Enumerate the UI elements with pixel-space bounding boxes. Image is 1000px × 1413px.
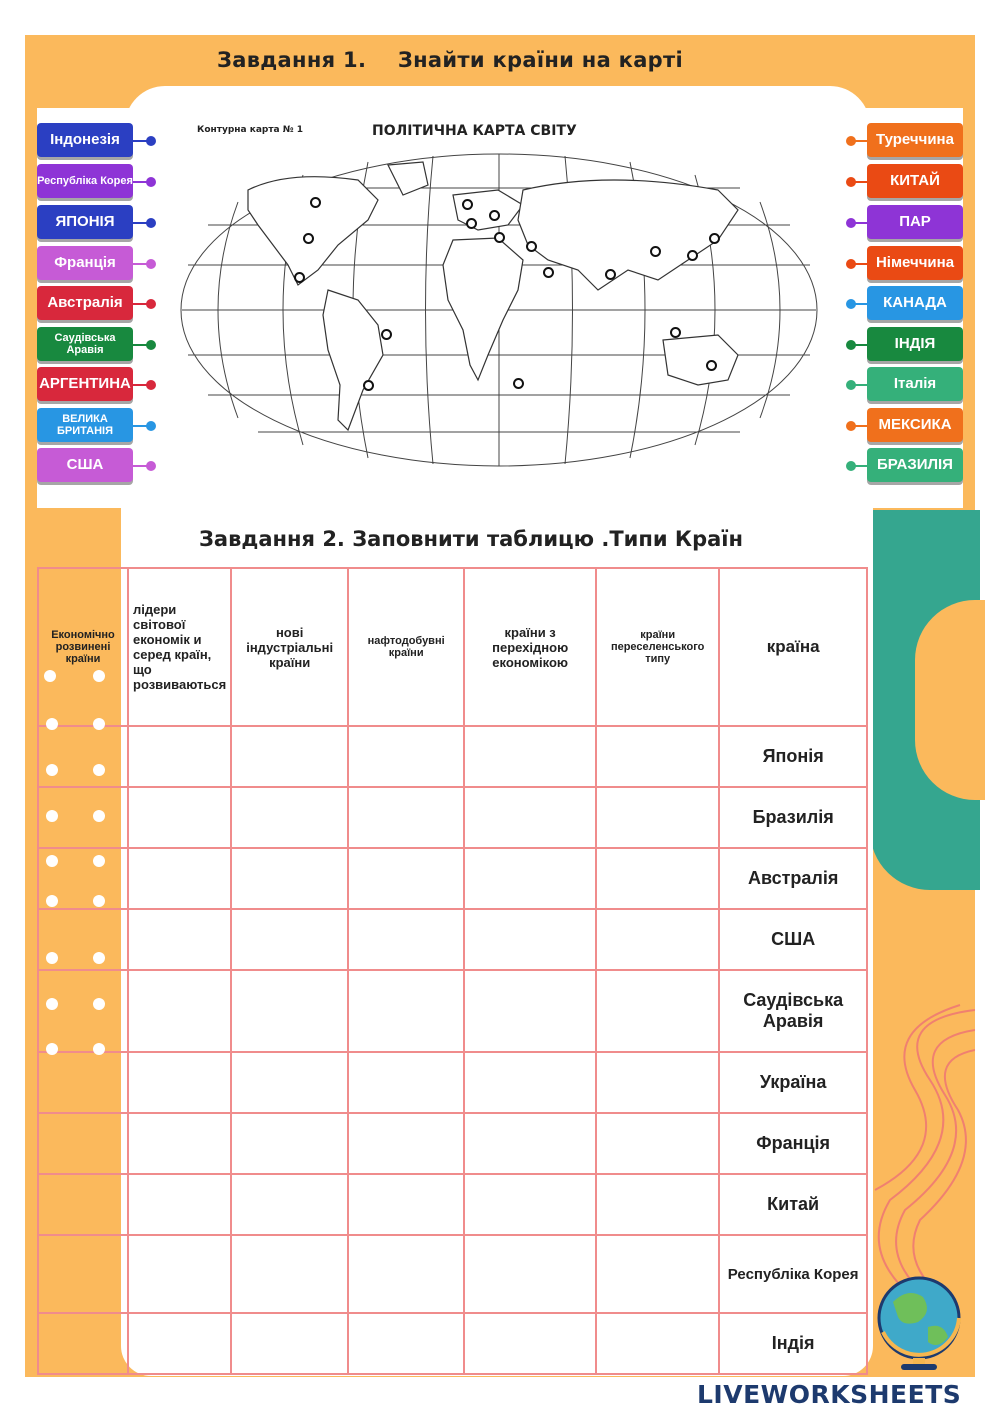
answer-cell[interactable]: [596, 1235, 719, 1313]
answer-cell[interactable]: [348, 970, 464, 1052]
answer-cell[interactable]: [596, 1313, 719, 1374]
decorative-dot: [93, 855, 105, 867]
map-marker[interactable]: [605, 269, 616, 280]
drag-label-saudi-arabia[interactable]: Саудівська Аравія: [37, 327, 133, 361]
connector-line: [852, 303, 867, 305]
globe-icon: [873, 1272, 969, 1372]
country-name: Індія: [719, 1313, 867, 1374]
connector-dot[interactable]: [146, 177, 156, 187]
map-title: ПОЛІТИЧНА КАРТА СВІТУ: [372, 123, 577, 139]
table-row: [38, 1235, 867, 1313]
map-marker[interactable]: [650, 246, 661, 257]
drag-label-great-britain[interactable]: ВЕЛИКА БРИТАНІЯ: [37, 408, 133, 442]
drag-label-korea[interactable]: Республіка Корея: [37, 164, 133, 198]
answer-cell[interactable]: [128, 1174, 231, 1235]
country-name: Україна: [719, 1052, 867, 1113]
country-name: Китай: [719, 1174, 867, 1235]
answer-cell[interactable]: [596, 787, 719, 848]
answer-cell[interactable]: [464, 1235, 596, 1313]
table-row: [38, 848, 867, 909]
answer-cell[interactable]: [128, 848, 231, 909]
connector-line: [852, 425, 867, 427]
table-row: [38, 787, 867, 848]
country-name: Японія: [719, 726, 867, 787]
answer-cell[interactable]: [348, 726, 464, 787]
decorative-blob-inner: [915, 600, 985, 800]
connector-dot[interactable]: [146, 340, 156, 350]
answer-cell[interactable]: [231, 1052, 348, 1113]
decorative-dot: [93, 718, 105, 730]
country-name: США: [719, 909, 867, 970]
answer-cell[interactable]: [38, 1313, 128, 1374]
connector-dot[interactable]: [146, 218, 156, 228]
map-marker[interactable]: [294, 272, 305, 283]
drag-label-italy[interactable]: Італія: [867, 367, 963, 401]
connector-line: [852, 344, 867, 346]
header-transitional: країни з перехідною економікою: [464, 568, 596, 726]
answer-cell[interactable]: [38, 726, 128, 787]
answer-cell[interactable]: [128, 909, 231, 970]
answer-cell[interactable]: [596, 909, 719, 970]
header-settler: країни переселенського типу: [596, 568, 719, 726]
drag-label-australia[interactable]: Австралія: [37, 286, 133, 320]
decorative-dot: [93, 998, 105, 1010]
task2-title: Завдання 2. Заповнити таблицю .Типи Країн: [199, 527, 743, 551]
drag-label-japan[interactable]: ЯПОНІЯ: [37, 205, 133, 239]
country-name: Саудівська Аравія: [719, 970, 867, 1052]
connector-line: [852, 140, 867, 142]
connector-line: [852, 222, 867, 224]
map-marker[interactable]: [489, 210, 500, 221]
table-row: [38, 1174, 867, 1235]
answer-cell[interactable]: [596, 1113, 719, 1174]
decorative-dot: [93, 764, 105, 776]
answer-cell[interactable]: [348, 909, 464, 970]
decorative-dot: [93, 895, 105, 907]
table-row: [38, 970, 867, 1052]
country-name: Франція: [719, 1113, 867, 1174]
drag-label-france[interactable]: Франція: [37, 246, 133, 280]
answer-cell[interactable]: [464, 909, 596, 970]
connector-line: [852, 263, 867, 265]
answer-cell[interactable]: [348, 1174, 464, 1235]
answer-cell[interactable]: [596, 970, 719, 1052]
connector-dot[interactable]: [146, 461, 156, 471]
liveworksheets-logo: LIVEWORKSHEETS: [697, 1380, 962, 1409]
map-marker[interactable]: [526, 241, 537, 252]
connector-line: [852, 465, 867, 467]
answer-cell[interactable]: [231, 1174, 348, 1235]
map-marker[interactable]: [381, 329, 392, 340]
connector-dot[interactable]: [146, 299, 156, 309]
answer-cell[interactable]: [464, 848, 596, 909]
connector-line: [852, 181, 867, 183]
drag-label-argentina[interactable]: АРГЕНТИНА: [37, 367, 133, 401]
drag-label-south-africa[interactable]: ПАР: [867, 205, 963, 239]
answer-cell[interactable]: [348, 1052, 464, 1113]
decorative-dot: [46, 718, 58, 730]
map-subtitle: Контурна карта № 1: [197, 125, 303, 135]
answer-cell[interactable]: [348, 848, 464, 909]
answer-cell[interactable]: [38, 1174, 128, 1235]
task1-title: [0, 48, 900, 72]
answer-cell[interactable]: [464, 1313, 596, 1374]
decorative-dot: [93, 810, 105, 822]
map-marker[interactable]: [687, 250, 698, 261]
answer-cell[interactable]: [596, 848, 719, 909]
decorative-dot: [93, 670, 105, 682]
answer-cell[interactable]: [128, 1313, 231, 1374]
table-row: [38, 909, 867, 970]
map-marker[interactable]: [303, 233, 314, 244]
answer-cell[interactable]: [38, 1113, 128, 1174]
connector-dot[interactable]: [146, 421, 156, 431]
decorative-dot: [46, 998, 58, 1010]
answer-cell[interactable]: [596, 1174, 719, 1235]
answer-cell[interactable]: [231, 1313, 348, 1374]
header-new-industrial: нові індустріальні країни: [231, 568, 348, 726]
table-row: [38, 1313, 867, 1374]
decorative-dot: [46, 952, 58, 964]
answer-cell[interactable]: [38, 1235, 128, 1313]
decorative-dot: [93, 1043, 105, 1055]
decorative-dot: [46, 855, 58, 867]
drag-label-turkey[interactable]: Туреччина: [867, 123, 963, 157]
answer-cell[interactable]: [464, 1174, 596, 1235]
map-marker[interactable]: [310, 197, 321, 208]
map-marker[interactable]: [462, 199, 473, 210]
connector-line: [852, 384, 867, 386]
answer-cell[interactable]: [464, 1113, 596, 1174]
decorative-dot: [46, 764, 58, 776]
drag-label-usa[interactable]: США: [37, 448, 133, 482]
table-header-row: [38, 568, 867, 726]
drag-label-indonesia[interactable]: Індонезія: [37, 123, 133, 157]
answer-cell[interactable]: [231, 909, 348, 970]
decorative-dot: [46, 810, 58, 822]
decorative-dot: [46, 1043, 58, 1055]
map-marker[interactable]: [466, 218, 477, 229]
drag-label-canada[interactable]: КАНАДА: [867, 286, 963, 320]
decorative-dot: [93, 952, 105, 964]
drag-label-brazil[interactable]: БРАЗИЛІЯ: [867, 448, 963, 482]
table-row: [38, 1113, 867, 1174]
header-leaders: лідери світової економік и серед країн, що розвиваються: [128, 568, 231, 726]
answer-cell[interactable]: [38, 970, 128, 1052]
connector-dot[interactable]: [146, 259, 156, 269]
country-types-table: [37, 567, 868, 1375]
answer-cell[interactable]: [464, 726, 596, 787]
map-marker[interactable]: [494, 232, 505, 243]
table-row: [38, 726, 867, 787]
answer-cell[interactable]: [231, 970, 348, 1052]
answer-cell[interactable]: [128, 787, 231, 848]
decorative-dot: [44, 670, 56, 682]
answer-cell[interactable]: [596, 1052, 719, 1113]
answer-cell[interactable]: [128, 1235, 231, 1313]
answer-cell[interactable]: [231, 787, 348, 848]
task1-number: Завдання 1.: [217, 48, 367, 72]
answer-cell[interactable]: [231, 726, 348, 787]
map-marker[interactable]: [543, 267, 554, 278]
answer-cell[interactable]: [231, 1113, 348, 1174]
drag-label-india[interactable]: ІНДІЯ: [867, 327, 963, 361]
answer-cell[interactable]: [231, 1235, 348, 1313]
answer-cell[interactable]: [464, 1052, 596, 1113]
answer-cell[interactable]: [348, 1313, 464, 1374]
header-oil-producing: нафтодобувні країни: [348, 568, 464, 726]
answer-cell[interactable]: [596, 726, 719, 787]
connector-dot[interactable]: [146, 136, 156, 146]
connector-dot[interactable]: [146, 380, 156, 390]
answer-cell[interactable]: [348, 1113, 464, 1174]
answer-cell[interactable]: [128, 726, 231, 787]
answer-cell[interactable]: [348, 787, 464, 848]
task1-text: Знайти країни на карті: [397, 48, 683, 72]
answer-cell[interactable]: [348, 1235, 464, 1313]
map-marker[interactable]: [706, 360, 717, 371]
header-country: країна: [719, 568, 867, 726]
answer-cell[interactable]: [231, 848, 348, 909]
header-developed: Економічно розвинені країни: [38, 568, 128, 726]
map-marker[interactable]: [363, 380, 374, 391]
map-marker[interactable]: [513, 378, 524, 389]
drag-label-china[interactable]: КИТАЙ: [867, 164, 963, 198]
answer-cell[interactable]: [128, 1113, 231, 1174]
map-marker[interactable]: [709, 233, 720, 244]
drag-label-mexico[interactable]: МЕКСИКА: [867, 408, 963, 442]
answer-cell[interactable]: [38, 1052, 128, 1113]
answer-cell[interactable]: [128, 970, 231, 1052]
country-name: Австралія: [719, 848, 867, 909]
drag-label-germany[interactable]: Німеччина: [867, 246, 963, 280]
table-row: [38, 1052, 867, 1113]
map-marker[interactable]: [670, 327, 681, 338]
country-name: Бразилія: [719, 787, 867, 848]
answer-cell[interactable]: [128, 1052, 231, 1113]
decorative-dot: [46, 895, 58, 907]
decorative-squiggle: [870, 1000, 975, 1300]
country-name: Республіка Корея: [719, 1235, 867, 1313]
answer-cell[interactable]: [464, 787, 596, 848]
answer-cell[interactable]: [464, 970, 596, 1052]
world-map: [178, 150, 820, 470]
